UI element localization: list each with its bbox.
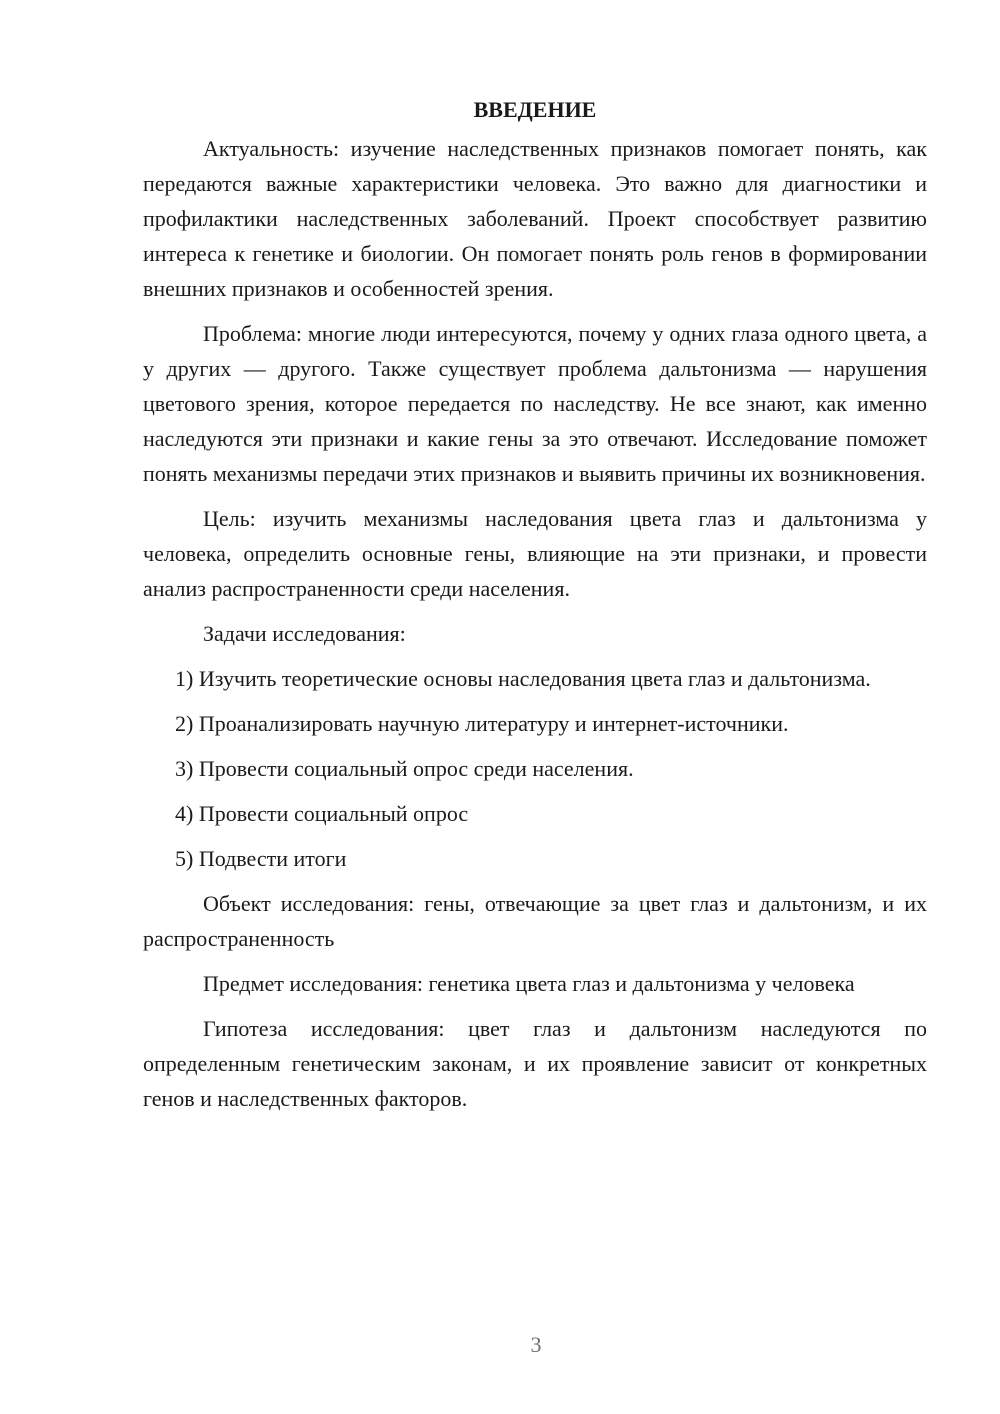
tasks-heading: Задачи исследования: — [203, 621, 406, 646]
task-item-3: 3) Провести социальный опрос среди населения. — [175, 756, 634, 781]
task-item-4: 4) Провести социальный опрос — [175, 801, 469, 826]
task-item-2: 2) Проанализировать научную литературу и интернет-источники. — [175, 711, 789, 736]
section-title: ВВЕДЕНИЕ — [473, 97, 597, 122]
problem-paragraph: Проблема: многие люди интересуются, почему у одних глаза одного цвета, а у других — другого. Также существует проблема дальтонизма — нарушения цветового зрения, которое передается по наследству. Не все знают, как именно наследуются эти признаки и какие гены за это отвечают. Исследование поможет понять механизмы передачи этих признаков и выявить причины их возникновения. — [143, 321, 927, 486]
task-item-5: 5) Подвести итоги — [175, 846, 347, 871]
goal-paragraph: Цель: изучить механизмы наследования цвета глаз и дальтонизма у человека, определить основные гены, влияющие на эти признаки, и провести анализ распространенности среди населения. — [143, 506, 927, 601]
subject-paragraph: Предмет исследования: генетика цвета глаз и дальтонизма у человека — [203, 971, 855, 996]
page-number: 3 — [530, 1332, 542, 1357]
relevance-paragraph: Актуальность: изучение наследственных признаков помогает понять, как передаются важные характеристики человека. Это важно для диагностики и профилактики наследственных заболеваний. Проект способствует развитию интереса к генетике и биологии. Он помогает понять роль генов в формировании внешних признаков и особенностей зрения. — [143, 136, 927, 301]
object-paragraph: Объект исследования: гены, отвечающие за цвет глаз и дальтонизм, и их распространенность — [143, 891, 927, 951]
hypothesis-paragraph: Гипотеза исследования: цвет глаз и дальтонизм наследуются по определенным генетическим законам, и их проявление зависит от конкретных генов и наследственных факторов. — [143, 1016, 927, 1111]
page-body — [143, 92, 927, 1126]
task-item-1: 1) Изучить теоретические основы наследования цвета глаз и дальтонизма. — [175, 666, 871, 691]
